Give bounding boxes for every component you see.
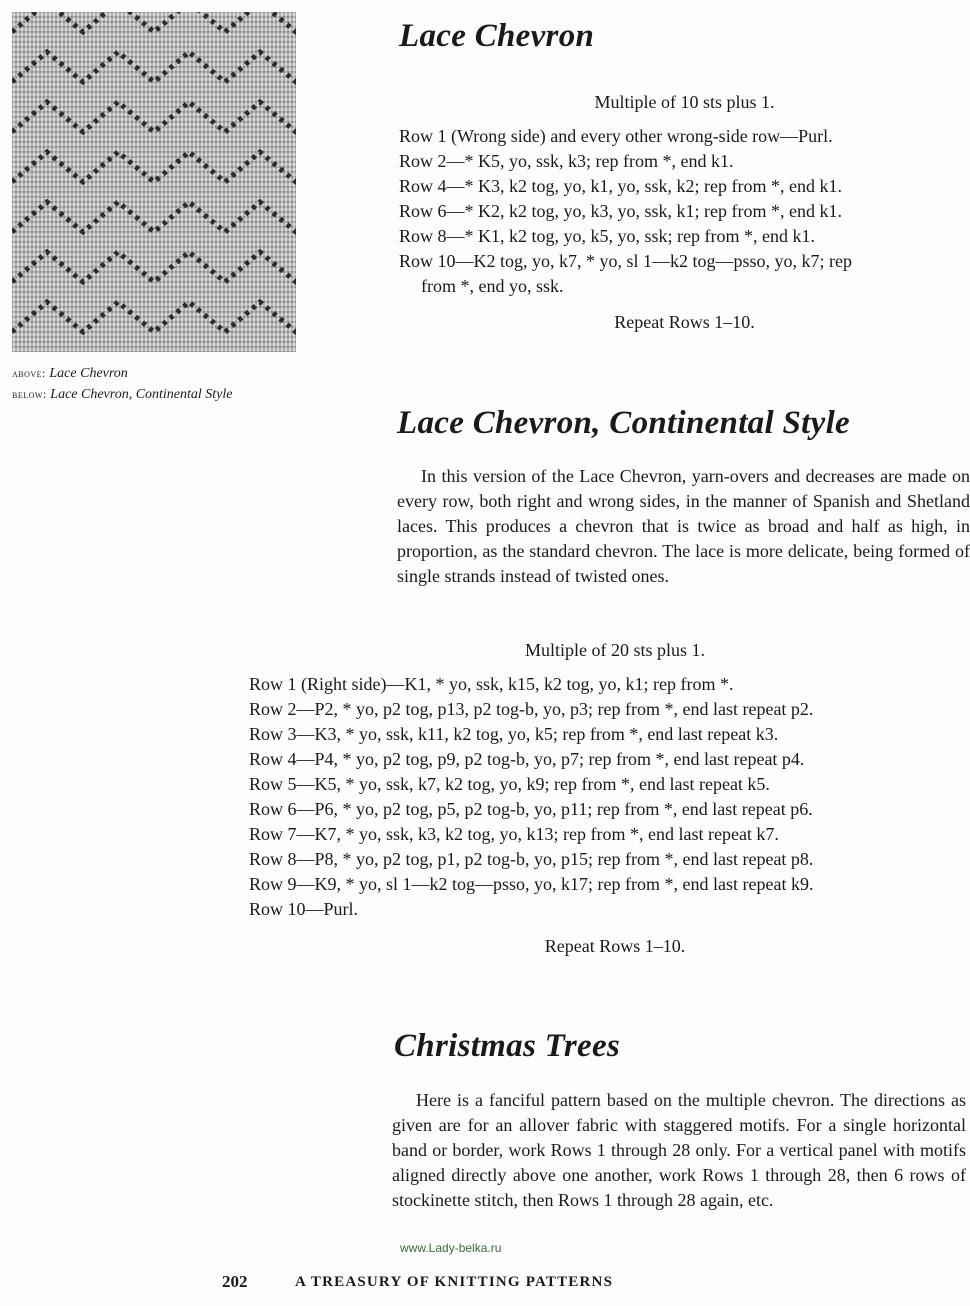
photo-caption (12, 363, 233, 405)
intro-christmas-trees: Here is a fanciful pattern based on the multiple chevron. The directions as given are for an allover fabric with staggered motifs. For a single horizontal band or border, work Rows 1 through 28 only. For a vertical panel with motifs aligned directly above one another, work Rows 1 through 28, then 6 rows of stockinette stitch, then Rows 1 through 28 again, etc. (392, 1090, 966, 1210)
row-instruction: Row 10—Purl. (249, 899, 359, 919)
row-instruction: Row 9—K9, * yo, sl 1—k2 tog—psso, yo, k17; rep from *, end last repeat k9. (249, 874, 814, 894)
row-instruction: Row 6—P6, * yo, p2 tog, p5, p2 tog-b, yo, p11; rep from *, end last repeat p6. (249, 799, 813, 819)
row-instruction: Row 1 (Right side)—K1, * yo, ssk, k15, k2 tog, yo, k1; rep from *. (249, 674, 734, 694)
row-instruction: Row 4—P4, * yo, p2 tog, p9, p2 tog-b, yo, p7; rep from *, end last repeat p4. (249, 749, 805, 769)
heading-lace-chevron: Lace Chevron (399, 18, 595, 54)
instructions-lace-chevron (399, 124, 852, 299)
instructions-continental (249, 672, 813, 922)
heading-continental: Lace Chevron, Continental Style (397, 405, 850, 441)
page-number: 202 (222, 1272, 248, 1291)
row-instruction: Row 5—K5, * yo, ssk, k7, k2 tog, yo, k9; rep from *, end last repeat k5. (249, 774, 770, 794)
row-instruction: Row 4—* K3, k2 tog, yo, k1, yo, ssk, k2; rep from *, end k1. (399, 176, 842, 196)
caption-label: above: (12, 366, 46, 380)
row-instruction: Row 3—K3, * yo, ssk, k11, k2 tog, yo, k5; rep from *, end last repeat k3. (249, 724, 779, 744)
row-instruction: Row 8—* K1, k2 tog, yo, k5, yo, ssk; rep from *, end k1. (399, 226, 815, 246)
repeat-note: Repeat Rows 1–10. (614, 312, 755, 332)
row-instruction: Row 7—K7, * yo, ssk, k3, k2 tog, yo, k13; rep from *, end last repeat k7. (249, 824, 779, 844)
lace-chevron-swatch-photo (12, 12, 296, 352)
multiple-note: Multiple of 20 sts plus 1. (524, 640, 705, 660)
row-instruction: Row 6—* K2, k2 tog, yo, k3, yo, ssk, k1; rep from *, end k1. (399, 201, 842, 221)
running-footer-title: A TREASURY OF KNITTING PATTERNS (295, 1274, 614, 1290)
row-instruction-cont: from *, end yo, ssk. (421, 276, 564, 296)
intro-continental: In this version of the Lace Chevron, yarn-overs and decreases are made on every row, both right and wrong sides, in the manner of Spanish and Shetland laces. This produces a chevron that is twice as broad and half as high, in proportion, as the standard chevron. The lace is more delicate, being formed of single strands instead of twisted ones. (397, 466, 970, 586)
caption-below: Lace Chevron, Continental Style (50, 387, 233, 402)
watermark: www.Lady-belka.ru (400, 1241, 502, 1255)
row-instruction: Row 2—* K5, yo, ssk, k3; rep from *, end k1. (399, 151, 734, 171)
repeat-note: Repeat Rows 1–10. (544, 936, 686, 956)
multiple-note: Multiple of 10 sts plus 1. (594, 92, 775, 112)
heading-christmas-trees: Christmas Trees (394, 1028, 621, 1064)
caption-above: Lace Chevron (49, 366, 128, 381)
row-instruction: Row 8—P8, * yo, p2 tog, p1, p2 tog-b, yo, p15; rep from *, end last repeat p8. (249, 849, 814, 869)
row-instruction: Row 10—K2 tog, yo, k7, * yo, sl 1—k2 tog—psso, yo, k7; rep (399, 251, 853, 271)
row-instruction: Row 2—P2, * yo, p2 tog, p13, p2 tog-b, yo, p3; rep from *, end last repeat p2. (249, 699, 814, 719)
row-instruction: Row 1 (Wrong side) and every other wrong-side row—Purl. (399, 126, 833, 146)
caption-label: below: (12, 387, 47, 401)
